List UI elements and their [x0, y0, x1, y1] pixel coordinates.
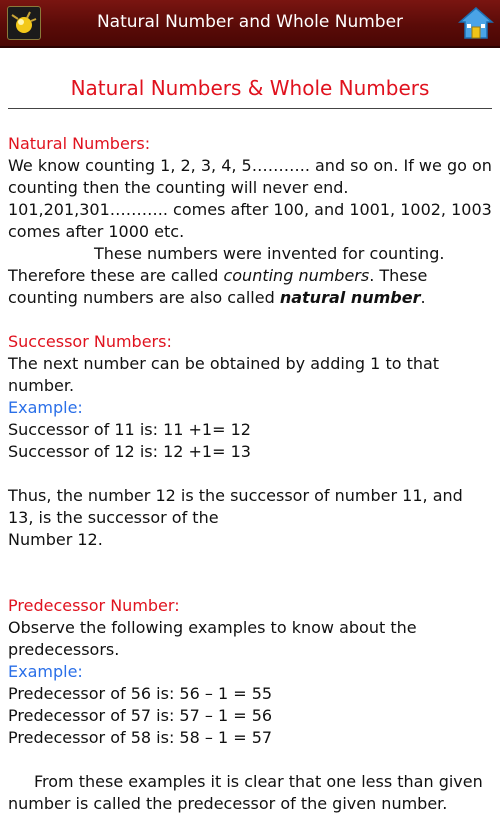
- successor-example-2: Successor of 12 is: 12 +1= 13: [8, 442, 251, 461]
- predecessor-conclusion: From these examples it is clear that one less than given number is called the predecessor of the given number.: [8, 772, 483, 813]
- text-span: Therefore these are called: [8, 266, 224, 285]
- example-colon: :: [77, 398, 83, 417]
- app-title: Natural Number and Whole Number: [96, 12, 404, 32]
- predecessor-intro: Observe the following examples to know about the predecessors.: [8, 618, 417, 659]
- predecessor-example-label: [8, 661, 492, 683]
- successor-summary-2: Number 12.: [8, 530, 103, 549]
- lesson-content: [0, 74, 500, 815]
- spacer: [8, 309, 492, 331]
- spacer: [8, 749, 492, 771]
- natural-paragraph-1: We know counting 1, 2, 3, 4, 5……….. and so on. If we go on counting then the counting will never end. 101,201,301……….. comes after 100, and 1001, 1002, 1003 comes after 1000 etc.: [8, 156, 492, 241]
- predecessor-example-2: Predecessor of 57 is: 57 – 1 = 56: [8, 706, 273, 725]
- successor-example-1: Successor of 11 is: 11 +1= 12: [8, 420, 251, 439]
- successor-example-label: [8, 397, 492, 419]
- example-colon: :: [77, 662, 83, 681]
- text-span: . These counting numbers are also called: [8, 266, 428, 307]
- app-bar: [0, 0, 500, 48]
- example-label: Example: [8, 662, 78, 681]
- natural-paragraph-2: These numbers were invented for counting.: [94, 244, 445, 263]
- successor-intro: The next number can be obtained by adding 1 to that number.: [8, 354, 440, 395]
- counting-numbers-term: counting numbers: [223, 266, 370, 285]
- natural-number-term: natural number: [279, 288, 421, 307]
- example-label: Example: [8, 398, 78, 417]
- home-icon[interactable]: [458, 5, 494, 41]
- predecessor-heading: Predecessor Number:: [8, 596, 180, 615]
- predecessor-example-1: Predecessor of 56 is: 56 – 1 = 55: [8, 684, 273, 703]
- successor-summary-1: Thus, the number 12 is the successor of number 11, and 13, is the successor of the: [8, 486, 463, 527]
- predecessor-example-3: Predecessor of 58 is: 58 – 1 = 57: [8, 728, 273, 747]
- successor-heading: Successor Numbers:: [8, 332, 172, 351]
- natural-paragraph-3: [8, 265, 492, 309]
- text-span: .: [420, 288, 426, 307]
- page-title: Natural Numbers & Whole Numbers: [70, 76, 430, 100]
- natural-heading: Natural Numbers:: [8, 134, 151, 153]
- spacer: [8, 551, 492, 595]
- spacer: [8, 463, 492, 485]
